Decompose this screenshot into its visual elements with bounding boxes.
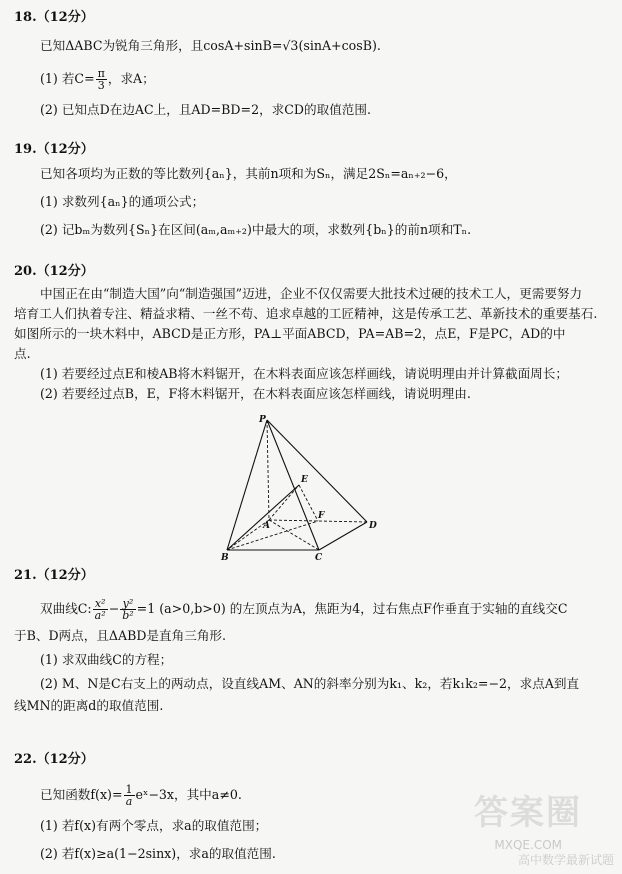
q21-x2: x² xyxy=(93,598,108,610)
label-B: B xyxy=(221,553,229,563)
q20-part2: (2) 若要经过点B，E，F将木料锯开，在木料表面应该怎样画线，请说明理由. xyxy=(40,386,471,401)
q22-part2: (2) 若f(x)≥a(1−2sinx)，求a的取值范围. xyxy=(40,846,276,861)
account-watermark: 高中数学最新试题 xyxy=(517,853,614,867)
edge-EF xyxy=(299,485,318,521)
q21-minus: − xyxy=(108,601,120,616)
q22-frac-den: a xyxy=(125,795,133,808)
label-P: P xyxy=(259,415,266,425)
q18-stem: 已知ΔABC为锐角三角形，且cosA+sinB=√3(sinA+cosB). xyxy=(40,38,381,53)
edge-AE xyxy=(269,485,299,520)
brand-watermark xyxy=(474,785,582,834)
q22-part1: (1) 若f(x)有两个零点，求a的取值范围； xyxy=(40,818,268,833)
label-D: D xyxy=(369,521,377,531)
q19-part1: (1) 求数列{aₙ}的通项公式； xyxy=(40,194,205,209)
q21-a2: a² xyxy=(94,609,106,622)
q21-line1-post: =1 (a>0,b>0) 的左顶点为A，焦距为4，过右焦点F作垂直于实轴的直线交C xyxy=(136,601,568,616)
q20-stem-line2: 培育工人们执着专注、精益求精、一丝不苟、追求卓越的工匠精神，这是传承工艺、革新技术的重要基石. xyxy=(14,306,598,321)
q21-x-fraction xyxy=(93,598,108,621)
edge-PC xyxy=(267,420,319,550)
q20-stem-line3: 如图所示的一块木料中，ABCD是正方形，PA⊥平面ABCD，PA=AB=2，点E，F是PC，AD的中 xyxy=(14,326,566,341)
q18-frac-num: π xyxy=(97,67,105,80)
brand-url-watermark: MXQE.COM xyxy=(494,838,562,852)
q21-y-fraction xyxy=(120,598,135,621)
edge-CD xyxy=(319,522,367,550)
q22-frac-num: 1 xyxy=(125,783,133,796)
q18-pi-fraction xyxy=(96,68,107,91)
label-A: A xyxy=(263,521,270,531)
label-E: E xyxy=(301,475,308,485)
q21-part1: (1) 求双曲线C的方程； xyxy=(40,652,173,667)
edge-PD xyxy=(267,420,367,522)
edge-PB xyxy=(227,420,267,550)
q21-b2: b² xyxy=(122,609,134,622)
edge-EB xyxy=(227,485,299,550)
q18-part2: (2) 已知点D在边AC上，且AD=BD=2，求CD的取值范围. xyxy=(40,102,371,117)
q21-line1-pre: 双曲线C: xyxy=(40,601,92,616)
q19-heading: 19.（12分） xyxy=(14,142,94,157)
pyramid-figure xyxy=(215,410,385,565)
q18-frac-den: 3 xyxy=(97,79,105,92)
q18-part1 xyxy=(40,68,155,91)
q21-line1 xyxy=(40,598,568,621)
q22-line1 xyxy=(40,784,242,807)
brand-watermark-text: 答案圈 xyxy=(474,793,582,833)
q22-line1-post: eˣ−3x，其中a≠0. xyxy=(135,787,242,802)
edge-PA xyxy=(267,420,269,520)
label-F: F xyxy=(318,511,325,521)
label-C: C xyxy=(315,553,323,563)
q22-line1-pre: 已知函数f(x)= xyxy=(40,787,123,802)
q22-fraction xyxy=(124,784,135,807)
q18-heading: 18.（12分） xyxy=(14,10,94,25)
q21-part2-cont: 线MN的距离d的取值范围. xyxy=(14,698,164,713)
q21-heading: 21.（12分） xyxy=(14,568,94,583)
q22-heading: 22.（12分） xyxy=(14,752,94,767)
q21-line2: 于B、D两点，且ΔABD是直角三角形. xyxy=(14,628,227,643)
q20-heading: 20.（12分） xyxy=(14,264,94,279)
q18-part1-pre: (1) 若C= xyxy=(40,71,95,86)
q18-part1-post: ，求A； xyxy=(107,71,155,86)
edge-AC xyxy=(269,520,319,550)
q20-part1: (1) 若要经过点E和棱AB将木料锯开，在木料表面应该怎样画线，请说明理由并计算截面周长； xyxy=(40,366,568,381)
edge-BF xyxy=(227,521,318,550)
q20-stem-line1: 中国正在由“制造大国”向“制造强国”迈进，企业不仅仅需要大批技术过硬的技术工人，更需要努力 xyxy=(40,286,583,301)
q19-stem: 已知各项均为正数的等比数列{aₙ}，其前n项和为Sₙ，满足2Sₙ=aₙ₊₂−6， xyxy=(40,166,457,181)
q21-part2: (2) M、N是C右支上的两动点，设直线AM、AN的斜率分别为k₁、k₂，若k₁k₂=−2，求点A到直 xyxy=(40,676,580,691)
q21-y2: y² xyxy=(120,598,135,610)
q19-part2: (2) 记bₘ为数列{Sₙ}在区间(aₘ,aₘ₊₂)中最大的项，求数列{bₙ}的前n项和Tₙ. xyxy=(40,222,472,237)
q20-stem-line4: 点. xyxy=(14,346,31,361)
